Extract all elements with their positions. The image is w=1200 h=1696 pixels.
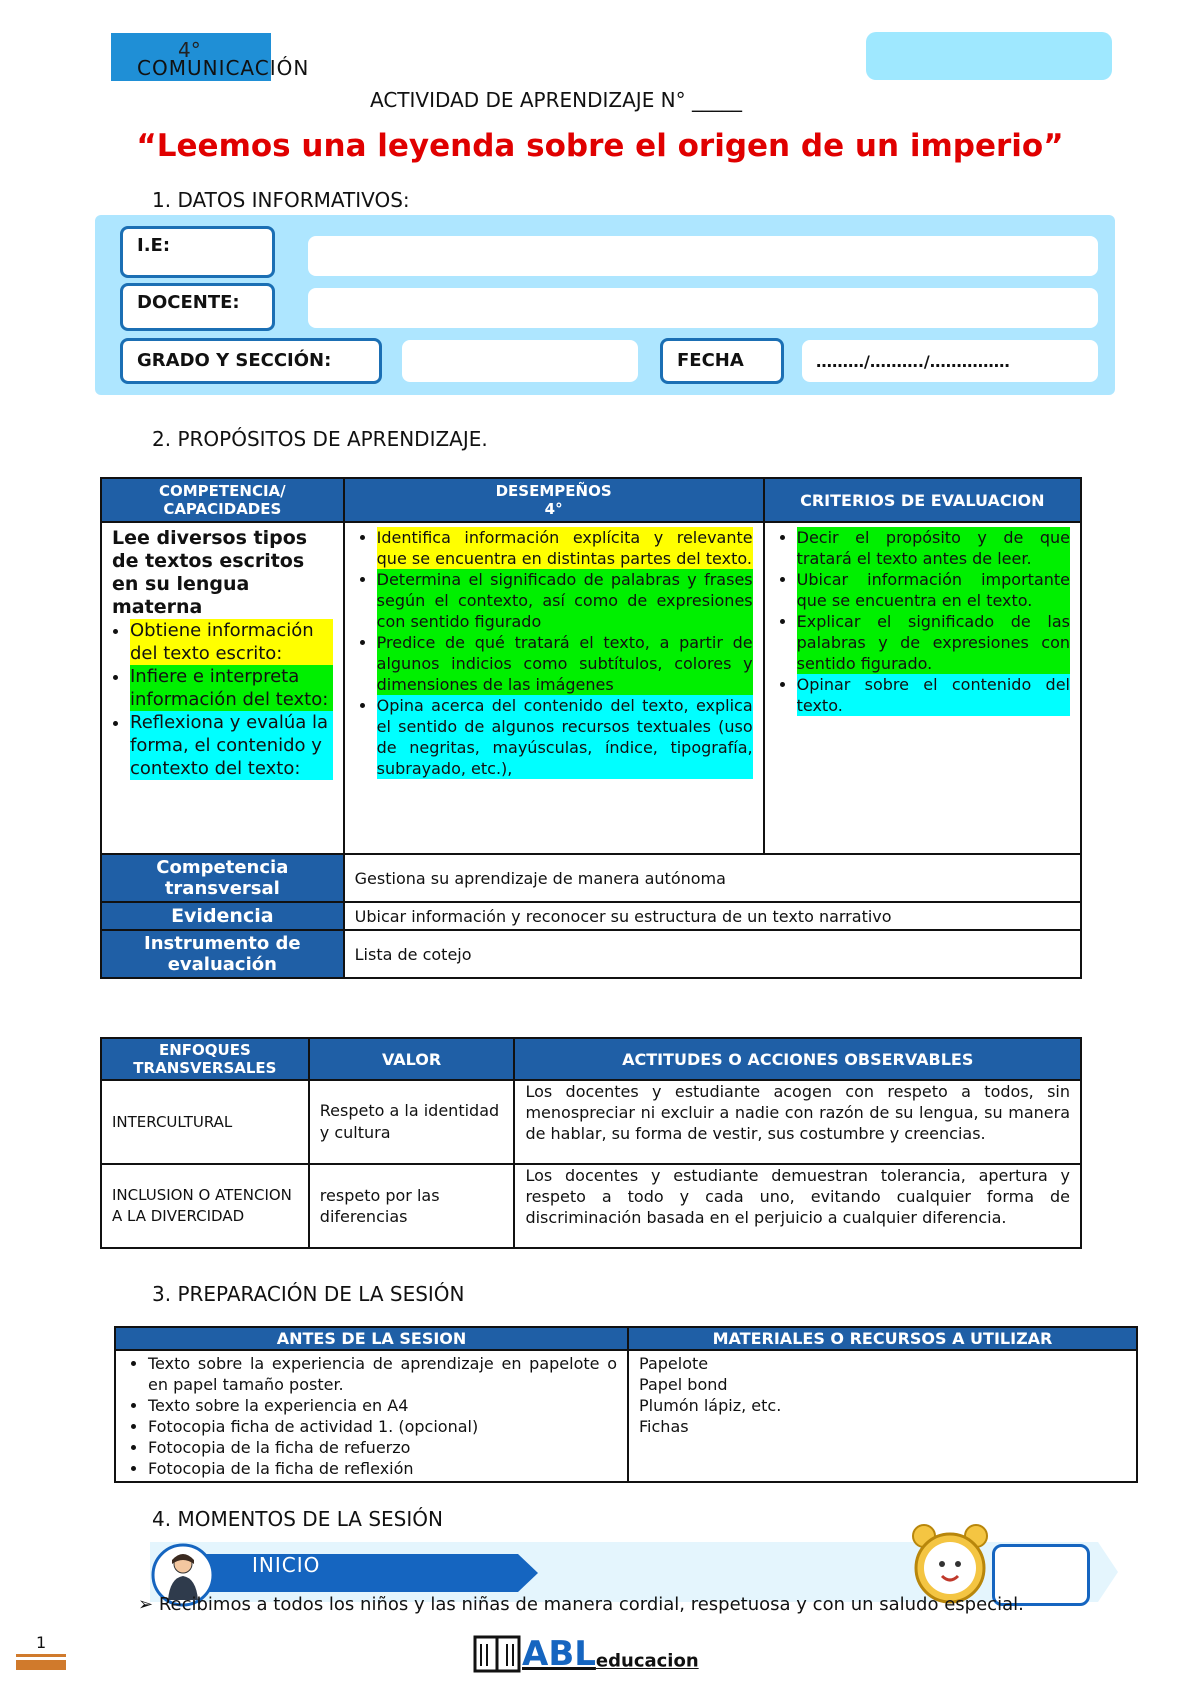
propositos-table: [100, 477, 1082, 979]
criterio-item: • Decir el propósito y de que tratará el texto antes de leer.: [797, 527, 1070, 569]
section-preparacion: 3. PREPARACIÓN DE LA SESIÓN: [152, 1282, 465, 1306]
section-propositos: 2. PROPÓSITOS DE APRENDIZAJE.: [152, 427, 488, 451]
subject-label: COMUNICACIÓN: [137, 56, 310, 80]
header-competencia: COMPETENCIA/ CAPACIDADES: [101, 478, 344, 522]
antes-item: • Texto sobre la experiencia en A4: [148, 1395, 617, 1416]
valor-cell: respeto por las diferencias: [309, 1164, 515, 1248]
docente-input[interactable]: [308, 288, 1098, 328]
grade-label: 4°: [178, 38, 201, 62]
antes-cell: [115, 1350, 628, 1482]
inicio-text-block: [138, 1593, 1098, 1617]
page-title: “Leemos una leyenda sobre el origen de un imperio”: [136, 128, 1064, 164]
material-item: Papelote: [639, 1354, 709, 1373]
transversal-value: Gestiona su aprendizaje de manera autónoma: [344, 854, 1081, 902]
desempeno-item: • Opina acerca del contenido del texto, explica el sentido de algunos recursos textuales (uso de negritas, mayúsculas, índice, tipografía, subrayado, etc.),: [377, 695, 753, 779]
section-datos: 1. DATOS INFORMATIVOS:: [152, 188, 410, 212]
header-antes: ANTES DE LA SESION: [115, 1327, 628, 1350]
enfoque-cell: INCLUSION O ATENCION A LA DIVERCIDAD: [101, 1164, 309, 1248]
arrow-bullet-icon: ➢: [138, 1594, 159, 1615]
top-right-box: [866, 32, 1112, 80]
antes-list: [130, 1353, 617, 1479]
antes-item: • Fotocopia de la ficha de refuerzo: [148, 1437, 617, 1458]
actitud-cell: Los docentes y estudiante demuestran tolerancia, apertura y respeto a todo y cada uno, evitando cualquier forma de discriminación basada en el perjuicio a cualquier diferencia.: [514, 1164, 1081, 1248]
section-momentos: 4. MOMENTOS DE LA SESIÓN: [152, 1507, 443, 1531]
inicio-text: Recibimos a todos los niños y las niñas de manera cordial, respetuosa y con un saludo especial.: [158, 1594, 1024, 1615]
evidencia-value: Ubicar información y reconocer su estructura de un texto narrativo: [344, 902, 1081, 930]
antes-item: • Fotocopia ficha de actividad 1. (opcional): [148, 1416, 617, 1437]
header-materiales: MATERIALES O RECURSOS A UTILIZAR: [628, 1327, 1137, 1350]
valor-cell: Respeto a la identidad y cultura: [309, 1080, 515, 1164]
criterio-item: • Opinar sobre el contenido del texto.: [797, 674, 1070, 716]
enfoques-table: [100, 1037, 1082, 1249]
logo-sub: educacion: [595, 1650, 699, 1672]
activity-title: ACTIVIDAD DE APRENDIZAJE N° _____: [370, 88, 743, 112]
desempeno-item: • Determina el significado de palabras y frases según el contexto, así como de expresiones con sentido figurado: [377, 569, 753, 632]
desempenos-cell: [344, 522, 764, 854]
enfoque-cell: INTERCULTURAL: [101, 1080, 309, 1164]
desempenos-list: [359, 527, 753, 779]
antes-item: • Texto sobre la experiencia de aprendizaje en papelote o en papel tamaño poster.: [148, 1353, 617, 1395]
inicio-label: INICIO: [252, 1553, 321, 1577]
header-criterios: CRITERIOS DE EVALUACION: [764, 478, 1081, 522]
competencia-title: Lee diversos tipos de textos escritos en su lengua materna: [112, 527, 308, 618]
desempeno-item: • Identifica información explícita y relevante que se encuentra en distintas partes del texto.: [377, 527, 753, 569]
instrumento-value: Lista de cotejo: [344, 930, 1081, 978]
capacidades-list: [112, 619, 333, 780]
fecha-input[interactable]: ………/………./……………: [802, 340, 1098, 382]
criterios-cell: [764, 522, 1081, 854]
transversal-label: Competencia transversal: [101, 854, 344, 902]
docente-label: DOCENTE:: [120, 283, 275, 331]
page-number: 1: [36, 1633, 47, 1652]
abl-logo: [472, 1632, 699, 1676]
fecha-label: FECHA: [660, 338, 784, 384]
material-item: Fichas: [639, 1417, 689, 1436]
ie-label: I.E:: [120, 226, 275, 278]
instrumento-label: Instrumento de evaluación: [101, 930, 344, 978]
footer-bar: [16, 1660, 66, 1670]
competencia-cell: [101, 522, 344, 854]
ie-input[interactable]: [308, 236, 1098, 276]
criterios-list: [779, 527, 1070, 716]
grado-label: GRADO Y SECCIÓN:: [120, 338, 382, 384]
grado-input[interactable]: [402, 340, 638, 382]
header-valor: VALOR: [309, 1038, 515, 1080]
header-desempenos: DESEMPEÑOS 4°: [344, 478, 764, 522]
footer-line: [16, 1654, 66, 1657]
materiales-cell: [628, 1350, 1137, 1482]
evidencia-label: Evidencia: [101, 902, 344, 930]
actitud-cell: Los docentes y estudiante acogen con respeto a todos, sin menospreciar ni excluir a nadie con razón de su lengua, su manera de hablar, su forma de vestir, sus costumbre y creencias.: [514, 1080, 1081, 1164]
preparacion-table: [114, 1326, 1138, 1483]
desempeno-item: • Predice de qué tratará el texto, a partir de algunos indicios como subtítulos, colores y dimensiones de las imágenes: [377, 632, 753, 695]
capacidad-item: • Obtiene información del texto escrito:: [130, 619, 333, 665]
logo-main: ABL: [522, 1634, 596, 1674]
criterio-item: • Explicar el significado de las palabras y de expresiones con sentido figurado.: [797, 611, 1070, 674]
header-actitudes: ACTITUDES O ACCIONES OBSERVABLES: [514, 1038, 1081, 1080]
material-item: Papel bond: [639, 1375, 728, 1394]
criterio-item: • Ubicar información importante que se encuentra en el texto.: [797, 569, 1070, 611]
capacidad-item: • Reflexiona y evalúa la forma, el contenido y contexto del texto:: [130, 711, 333, 780]
capacidad-item: • Infiere e interpreta información del texto:: [130, 665, 333, 711]
antes-item: • Fotocopia de la ficha de reflexión: [148, 1458, 617, 1479]
material-item: Plumón lápiz, etc.: [639, 1396, 782, 1415]
book-icon: [472, 1632, 522, 1676]
header-enfoques: ENFOQUES TRANSVERSALES: [101, 1038, 309, 1080]
